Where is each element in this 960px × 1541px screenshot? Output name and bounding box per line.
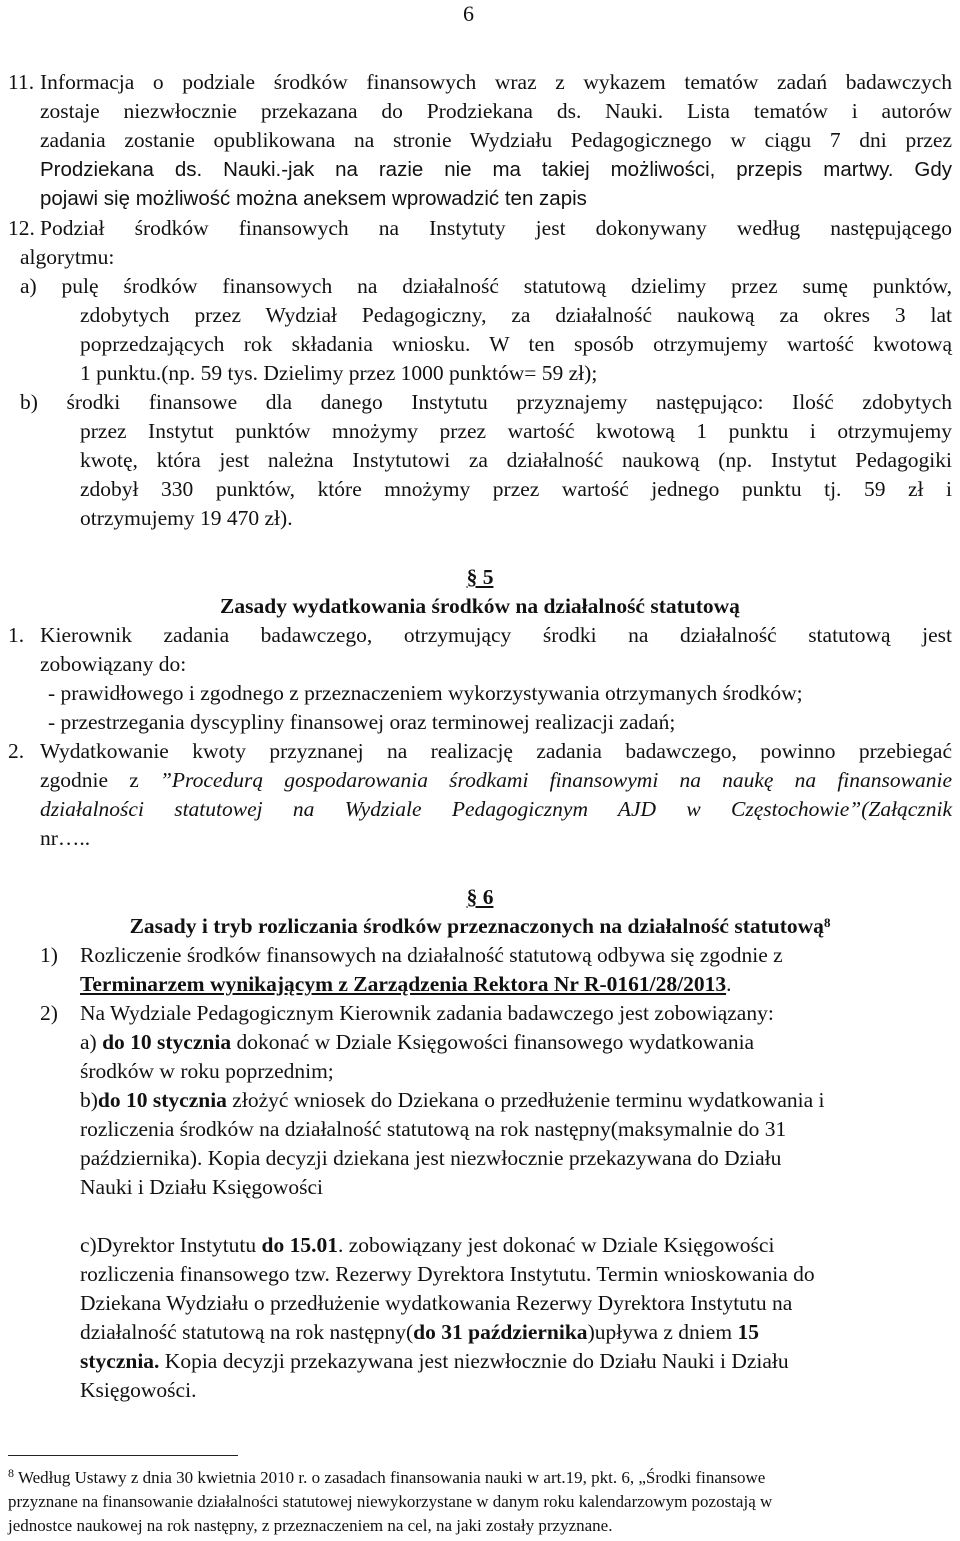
text-line	[80, 970, 731, 999]
regulation-reference: Terminarzem wynikającym z Zarządzenia Rektora Nr R-0161/28/2013	[80, 972, 727, 996]
text-line: zdobył 330 punktów, które mnożymy przez wartość jednego punktu tj. 59 zł i	[80, 477, 952, 501]
text-line: zobowiązany do:	[40, 652, 187, 676]
text-span: .	[726, 972, 732, 996]
text-line	[80, 1086, 825, 1115]
text-span: a)	[80, 1030, 103, 1054]
footnote-text: Według Ustawy z dnia 30 kwietnia 2010 r. o zasadach finansowania nauki w art.19, pkt. 6, „Środki finansowe	[14, 1468, 766, 1487]
text-line: Wydatkowanie kwoty przyznanej na realizację zadania badawczego, powinno przebiegać	[40, 739, 952, 763]
text-line: działalności statutowej na Wydziale Pedagogicznym AJD w Częstochowie”(Załącznik	[40, 797, 952, 821]
deadline: 15	[737, 1320, 759, 1344]
text-line: zadania zostanie opublikowana na stronie Wydziału Pedagogicznego w ciągu 7 dni przez	[40, 128, 952, 152]
text-span: b)	[80, 1088, 98, 1112]
text-span: . zobowiązany jest dokonać w Dziale Księgowości	[337, 1233, 775, 1257]
section-title	[0, 912, 960, 941]
footnote-line: jednostce naukowej na rok następny, z przeznaczeniem na cel, na jaki zostały przyznane.	[8, 1516, 613, 1535]
text-line: 1 punktu.(np. 59 tys. Dzielimy przez 1000 punktów= 59 zł);	[80, 361, 598, 385]
item-number: 12.	[8, 216, 35, 240]
dash-item: - przestrzegania dyscypliny finansowej oraz terminowej realizacji zadań;	[48, 710, 676, 734]
text-line: Księgowości.	[80, 1378, 197, 1402]
text-line	[40, 766, 952, 795]
footnote-separator	[8, 1455, 238, 1456]
item-number: 1)	[40, 943, 58, 967]
text-line: otrzymujemy 19 470 zł).	[80, 506, 293, 530]
text-line: poprzedzających rok składania wniosku. W ten sposób otrzymujemy wartość kwotową	[80, 332, 952, 356]
section-title: Zasady wydatkowania środków na działalność statutową	[220, 594, 740, 618]
text-span: c)Dyrektor Instytutu	[80, 1233, 262, 1257]
text-span: dokonać w Dziale Księgowości finansowego wydatkowania	[231, 1030, 755, 1054]
page-number: 6	[463, 1, 474, 26]
text-line: Nauki i Działu Księgowości	[80, 1175, 324, 1199]
section-heading: § 5	[466, 565, 494, 589]
text-span: )upływa z dniem	[587, 1320, 738, 1344]
text-line: b) środki finansowe dla danego Instytutu przyznajemy następująco: Ilość zdobytych	[20, 390, 952, 414]
text-line: zostaje niezwłocznie przekazana do Prodziekana ds. Nauki. Lista tematów i autorów	[40, 99, 952, 123]
text-line	[80, 1318, 759, 1347]
item-number: 11.	[8, 70, 35, 94]
footnote-line: przyznane na finansowanie działalności statutowej niewykorzystane w danym roku kalendarzowym pozostają w	[8, 1492, 773, 1511]
footnote-ref: 8	[823, 915, 831, 930]
procedure-title: ”Procedurą gospodarowania środkami finansowymi na naukę na finansowanie	[159, 768, 953, 792]
text-line	[80, 1028, 754, 1057]
text-line: pojawi się możliwość można aneksem wprowadzić ten zapis	[40, 187, 587, 210]
text-line: rozliczenia środków na działalność statutową na rok następny(maksymalnie do 31	[80, 1117, 787, 1141]
section-title-text: Zasady i tryb rozliczania środków przeznaczonych na działalność statutową	[129, 914, 824, 938]
text-line: października). Kopia decyzji dziekana jest niezwłocznie przekazywana do Działu	[80, 1146, 782, 1170]
text-line: kwotę, która jest należna Instytutowi za działalność naukową (np. Instytut Pedagogiki	[80, 448, 952, 472]
text-line: algorytmu:	[20, 245, 115, 269]
text-span: Kopia decyzji przekazywana jest niezwłocznie do Działu Nauki i Działu	[159, 1349, 789, 1373]
text-line: Dziekana Wydziału o przedłużenie wydatkowania Rezerwy Dyrektora Instytutu na	[80, 1291, 793, 1315]
item-number: 1.	[8, 623, 25, 647]
text-line: nr…..	[40, 826, 91, 850]
text-line: Rozliczenie środków finansowych na działalność statutową odbywa się zgodnie z	[80, 943, 783, 967]
dash-item: - prawidłowego i zgodnego z przeznaczeniem wykorzystywania otrzymanych środków;	[48, 681, 803, 705]
deadline: do 10 stycznia	[97, 1088, 227, 1112]
item-number: 2)	[40, 1001, 58, 1025]
text-line: Prodziekana ds. Nauki.-jak na razie nie ma takiej możliwości, przepis martwy. Gdy	[40, 158, 952, 181]
section-heading: § 6	[466, 885, 494, 909]
text-span: działalność statutową na rok następny(	[80, 1320, 414, 1344]
footnote-mark: 8	[8, 1466, 14, 1480]
text-span: złożyć wniosek do Dziekana o przedłużenie terminu wydatkowania i	[226, 1088, 825, 1112]
deadline: stycznia.	[80, 1349, 160, 1373]
deadline: do 10 stycznia	[102, 1030, 232, 1054]
text-line: a) pulę środków finansowych na działalność statutową dzielimy przez sumę punktów,	[20, 274, 952, 298]
text-span: zgodnie z	[40, 768, 160, 792]
text-line: Kierownik zadania badawczego, otrzymujący środki na działalność statutową jest	[40, 623, 952, 647]
text-line: zdobytych przez Wydział Pedagogiczny, za działalność naukową za okres 3 lat	[80, 303, 952, 327]
text-line: środków w roku poprzednim;	[80, 1059, 334, 1083]
text-line: rozliczenia finansowego tzw. Rezerwy Dyrektora Instytutu. Termin wnioskowania do	[80, 1262, 815, 1286]
text-line	[80, 1347, 789, 1376]
deadline: do 15.01	[261, 1233, 338, 1257]
text-line: Podział środków finansowych na Instytuty jest dokonywany według następującego	[40, 216, 952, 240]
footnote-line	[8, 1466, 765, 1489]
item-number: 2.	[8, 739, 25, 763]
deadline: do 31 października	[413, 1320, 588, 1344]
text-line: Informacja o podziale środków finansowych wraz z wykazem tematów zadań badawczych	[40, 70, 952, 94]
text-line: przez Instytut punktów mnożymy przez wartość kwotową 1 punktu i otrzymujemy	[80, 419, 952, 443]
text-line	[80, 1231, 774, 1260]
text-line: Na Wydziale Pedagogicznym Kierownik zadania badawczego jest zobowiązany:	[80, 1001, 774, 1025]
